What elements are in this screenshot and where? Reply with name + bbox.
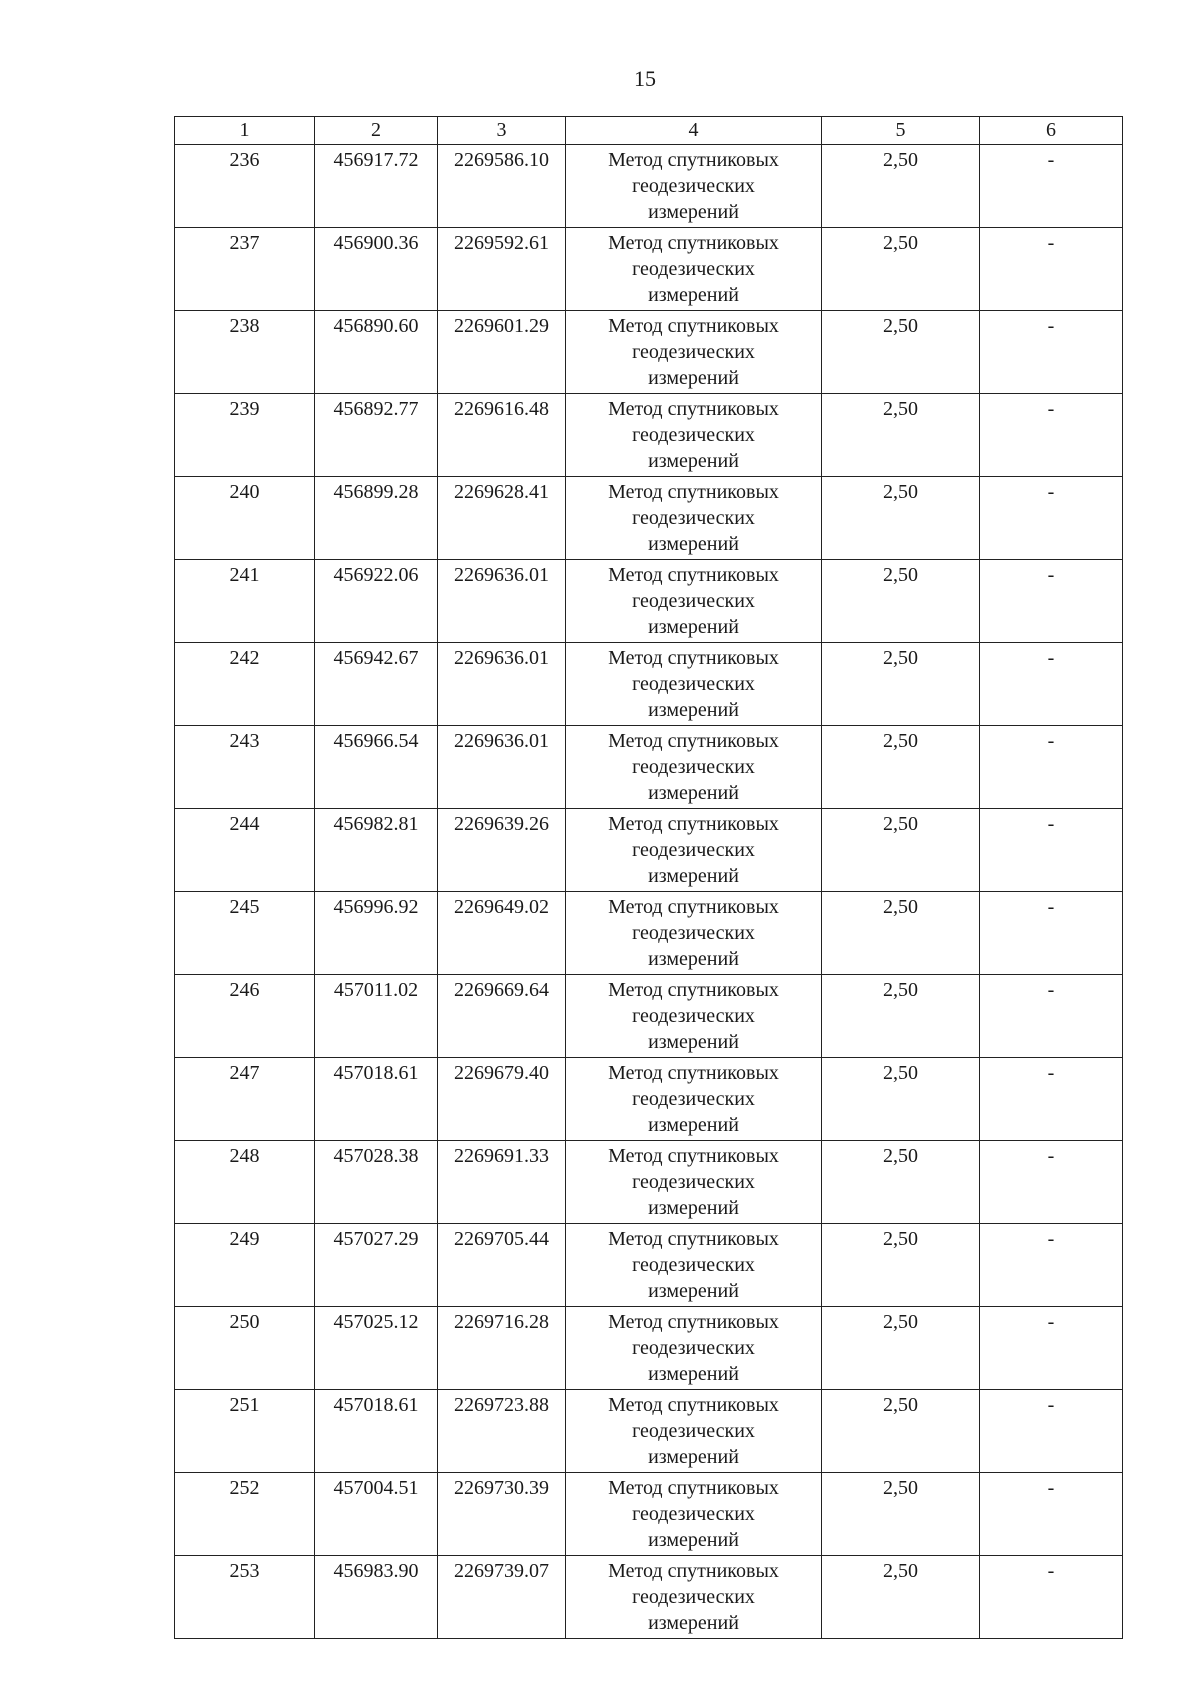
method-line: Метод спутниковых — [608, 1394, 779, 1416]
note-cell: - — [980, 1390, 1123, 1473]
x-coordinate-cell: 456922.06 — [315, 560, 438, 643]
point-number-cell: 238 — [175, 311, 315, 394]
note-cell: - — [980, 1473, 1123, 1556]
note-cell: - — [980, 560, 1123, 643]
method-cell — [566, 726, 822, 809]
method-line: геодезических — [632, 1005, 755, 1027]
accuracy-cell: 2,50 — [822, 1307, 980, 1390]
y-coordinate-cell: 2269601.29 — [438, 311, 566, 394]
method-cell — [566, 1058, 822, 1141]
method-line: Метод спутниковых — [608, 1145, 779, 1167]
table-row — [175, 477, 1123, 560]
method-cell — [566, 1224, 822, 1307]
method-cell — [566, 1141, 822, 1224]
table-row — [175, 1307, 1123, 1390]
method-line: Метод спутниковых — [608, 315, 779, 337]
x-coordinate-cell: 456996.92 — [315, 892, 438, 975]
method-line: геодезических — [632, 839, 755, 861]
x-coordinate-cell: 456982.81 — [315, 809, 438, 892]
method-cell — [566, 892, 822, 975]
x-coordinate-cell: 456899.28 — [315, 477, 438, 560]
method-line: Метод спутниковых — [608, 896, 779, 918]
method-line: Метод спутниковых — [608, 398, 779, 420]
method-line: измерений — [648, 948, 739, 970]
method-line: геодезических — [632, 1171, 755, 1193]
note-cell: - — [980, 975, 1123, 1058]
method-line: геодезических — [632, 424, 755, 446]
accuracy-cell: 2,50 — [822, 1390, 980, 1473]
y-coordinate-cell: 2269636.01 — [438, 643, 566, 726]
method-cell — [566, 1390, 822, 1473]
accuracy-cell: 2,50 — [822, 726, 980, 809]
point-number-cell: 245 — [175, 892, 315, 975]
y-coordinate-cell: 2269592.61 — [438, 228, 566, 311]
table-row — [175, 1556, 1123, 1639]
method-line: Метод спутниковых — [608, 481, 779, 503]
method-line: Метод спутниковых — [608, 564, 779, 586]
table-row — [175, 560, 1123, 643]
table-row — [175, 1473, 1123, 1556]
method-line: Метод спутниковых — [608, 1560, 779, 1582]
point-number-cell: 241 — [175, 560, 315, 643]
method-line: измерений — [648, 1612, 739, 1634]
accuracy-cell: 2,50 — [822, 643, 980, 726]
x-coordinate-cell: 456892.77 — [315, 394, 438, 477]
method-line: измерений — [648, 865, 739, 887]
accuracy-cell: 2,50 — [822, 1058, 980, 1141]
method-cell — [566, 477, 822, 560]
method-cell — [566, 311, 822, 394]
method-line: измерений — [648, 201, 739, 223]
method-line: Метод спутниковых — [608, 1311, 779, 1333]
table-row — [175, 145, 1123, 228]
method-line: измерений — [648, 450, 739, 472]
method-line: измерений — [648, 782, 739, 804]
y-coordinate-cell: 2269679.40 — [438, 1058, 566, 1141]
point-number-cell: 239 — [175, 394, 315, 477]
x-coordinate-cell: 456890.60 — [315, 311, 438, 394]
method-line: Метод спутниковых — [608, 149, 779, 171]
y-coordinate-cell: 2269705.44 — [438, 1224, 566, 1307]
accuracy-cell: 2,50 — [822, 1141, 980, 1224]
note-cell: - — [980, 311, 1123, 394]
accuracy-cell: 2,50 — [822, 228, 980, 311]
y-coordinate-cell: 2269616.48 — [438, 394, 566, 477]
method-line: геодезических — [632, 1503, 755, 1525]
point-number-cell: 249 — [175, 1224, 315, 1307]
table-row — [175, 726, 1123, 809]
method-line: геодезических — [632, 1254, 755, 1276]
method-line: измерений — [648, 1031, 739, 1053]
y-coordinate-cell: 2269730.39 — [438, 1473, 566, 1556]
column-header: 6 — [980, 117, 1123, 145]
accuracy-cell: 2,50 — [822, 1556, 980, 1639]
point-number-cell: 251 — [175, 1390, 315, 1473]
accuracy-cell: 2,50 — [822, 975, 980, 1058]
note-cell: - — [980, 892, 1123, 975]
page-number: 15 — [634, 66, 656, 91]
table-row — [175, 1058, 1123, 1141]
method-line: геодезических — [632, 590, 755, 612]
method-cell — [566, 1307, 822, 1390]
table-row — [175, 228, 1123, 311]
accuracy-cell: 2,50 — [822, 394, 980, 477]
note-cell: - — [980, 228, 1123, 311]
table-body — [175, 145, 1123, 1639]
y-coordinate-cell: 2269716.28 — [438, 1307, 566, 1390]
coordinates-table — [174, 116, 1123, 1639]
method-cell — [566, 643, 822, 726]
y-coordinate-cell: 2269739.07 — [438, 1556, 566, 1639]
table-row — [175, 975, 1123, 1058]
method-line: геодезических — [632, 175, 755, 197]
method-line: измерений — [648, 533, 739, 555]
x-coordinate-cell: 456917.72 — [315, 145, 438, 228]
table-row — [175, 394, 1123, 477]
method-line: измерений — [648, 1197, 739, 1219]
method-cell — [566, 1473, 822, 1556]
point-number-cell: 253 — [175, 1556, 315, 1639]
table-row — [175, 809, 1123, 892]
x-coordinate-cell: 457004.51 — [315, 1473, 438, 1556]
accuracy-cell: 2,50 — [822, 1473, 980, 1556]
x-coordinate-cell: 457018.61 — [315, 1390, 438, 1473]
y-coordinate-cell: 2269723.88 — [438, 1390, 566, 1473]
note-cell: - — [980, 1307, 1123, 1390]
table-row — [175, 1224, 1123, 1307]
accuracy-cell: 2,50 — [822, 477, 980, 560]
accuracy-cell: 2,50 — [822, 892, 980, 975]
note-cell: - — [980, 643, 1123, 726]
method-line: геодезических — [632, 258, 755, 280]
note-cell: - — [980, 1141, 1123, 1224]
x-coordinate-cell: 456983.90 — [315, 1556, 438, 1639]
y-coordinate-cell: 2269636.01 — [438, 726, 566, 809]
x-coordinate-cell: 457027.29 — [315, 1224, 438, 1307]
method-line: измерений — [648, 1529, 739, 1551]
note-cell: - — [980, 394, 1123, 477]
method-line: геодезических — [632, 1586, 755, 1608]
y-coordinate-cell: 2269691.33 — [438, 1141, 566, 1224]
method-line: геодезических — [632, 1420, 755, 1442]
note-cell: - — [980, 145, 1123, 228]
y-coordinate-cell: 2269669.64 — [438, 975, 566, 1058]
method-line: измерений — [648, 1280, 739, 1302]
y-coordinate-cell: 2269636.01 — [438, 560, 566, 643]
accuracy-cell: 2,50 — [822, 145, 980, 228]
column-header: 3 — [438, 117, 566, 145]
x-coordinate-cell: 456942.67 — [315, 643, 438, 726]
method-line: измерений — [648, 699, 739, 721]
method-cell — [566, 975, 822, 1058]
x-coordinate-cell: 456900.36 — [315, 228, 438, 311]
method-line: измерений — [648, 1363, 739, 1385]
note-cell: - — [980, 726, 1123, 809]
x-coordinate-cell: 457011.02 — [315, 975, 438, 1058]
y-coordinate-cell: 2269628.41 — [438, 477, 566, 560]
point-number-cell: 236 — [175, 145, 315, 228]
x-coordinate-cell: 456966.54 — [315, 726, 438, 809]
point-number-cell: 246 — [175, 975, 315, 1058]
note-cell: - — [980, 809, 1123, 892]
method-line: Метод спутниковых — [608, 232, 779, 254]
point-number-cell: 244 — [175, 809, 315, 892]
method-line: Метод спутниковых — [608, 730, 779, 752]
table-row — [175, 892, 1123, 975]
accuracy-cell: 2,50 — [822, 1224, 980, 1307]
point-number-cell: 240 — [175, 477, 315, 560]
method-line: геодезических — [632, 1337, 755, 1359]
note-cell: - — [980, 1058, 1123, 1141]
method-line: Метод спутниковых — [608, 1477, 779, 1499]
method-line: измерений — [648, 616, 739, 638]
method-cell — [566, 228, 822, 311]
method-cell — [566, 560, 822, 643]
table-row — [175, 311, 1123, 394]
method-line: Метод спутниковых — [608, 647, 779, 669]
method-line: геодезических — [632, 1088, 755, 1110]
method-line: геодезических — [632, 507, 755, 529]
method-cell — [566, 145, 822, 228]
note-cell: - — [980, 1224, 1123, 1307]
column-header: 2 — [315, 117, 438, 145]
point-number-cell: 248 — [175, 1141, 315, 1224]
method-line: Метод спутниковых — [608, 1062, 779, 1084]
column-header: 4 — [566, 117, 822, 145]
method-line: геодезических — [632, 756, 755, 778]
note-cell: - — [980, 1556, 1123, 1639]
point-number-cell: 237 — [175, 228, 315, 311]
x-coordinate-cell: 457028.38 — [315, 1141, 438, 1224]
table-row — [175, 1390, 1123, 1473]
method-line: Метод спутниковых — [608, 813, 779, 835]
y-coordinate-cell: 2269586.10 — [438, 145, 566, 228]
note-cell: - — [980, 477, 1123, 560]
accuracy-cell: 2,50 — [822, 311, 980, 394]
method-line: Метод спутниковых — [608, 979, 779, 1001]
point-number-cell: 250 — [175, 1307, 315, 1390]
x-coordinate-cell: 457025.12 — [315, 1307, 438, 1390]
header-row — [175, 117, 1123, 145]
method-line: измерений — [648, 1446, 739, 1468]
point-number-cell: 242 — [175, 643, 315, 726]
accuracy-cell: 2,50 — [822, 560, 980, 643]
y-coordinate-cell: 2269639.26 — [438, 809, 566, 892]
y-coordinate-cell: 2269649.02 — [438, 892, 566, 975]
table-row — [175, 1141, 1123, 1224]
method-line: геодезических — [632, 922, 755, 944]
x-coordinate-cell: 457018.61 — [315, 1058, 438, 1141]
accuracy-cell: 2,50 — [822, 809, 980, 892]
method-line: измерений — [648, 367, 739, 389]
method-line: измерений — [648, 1114, 739, 1136]
method-cell — [566, 1556, 822, 1639]
method-line: геодезических — [632, 341, 755, 363]
table-row — [175, 643, 1123, 726]
point-number-cell: 243 — [175, 726, 315, 809]
method-cell — [566, 394, 822, 477]
method-cell — [566, 809, 822, 892]
column-header: 5 — [822, 117, 980, 145]
point-number-cell: 247 — [175, 1058, 315, 1141]
method-line: геодезических — [632, 673, 755, 695]
method-line: измерений — [648, 284, 739, 306]
point-number-cell: 252 — [175, 1473, 315, 1556]
method-line: Метод спутниковых — [608, 1228, 779, 1250]
column-header: 1 — [175, 117, 315, 145]
